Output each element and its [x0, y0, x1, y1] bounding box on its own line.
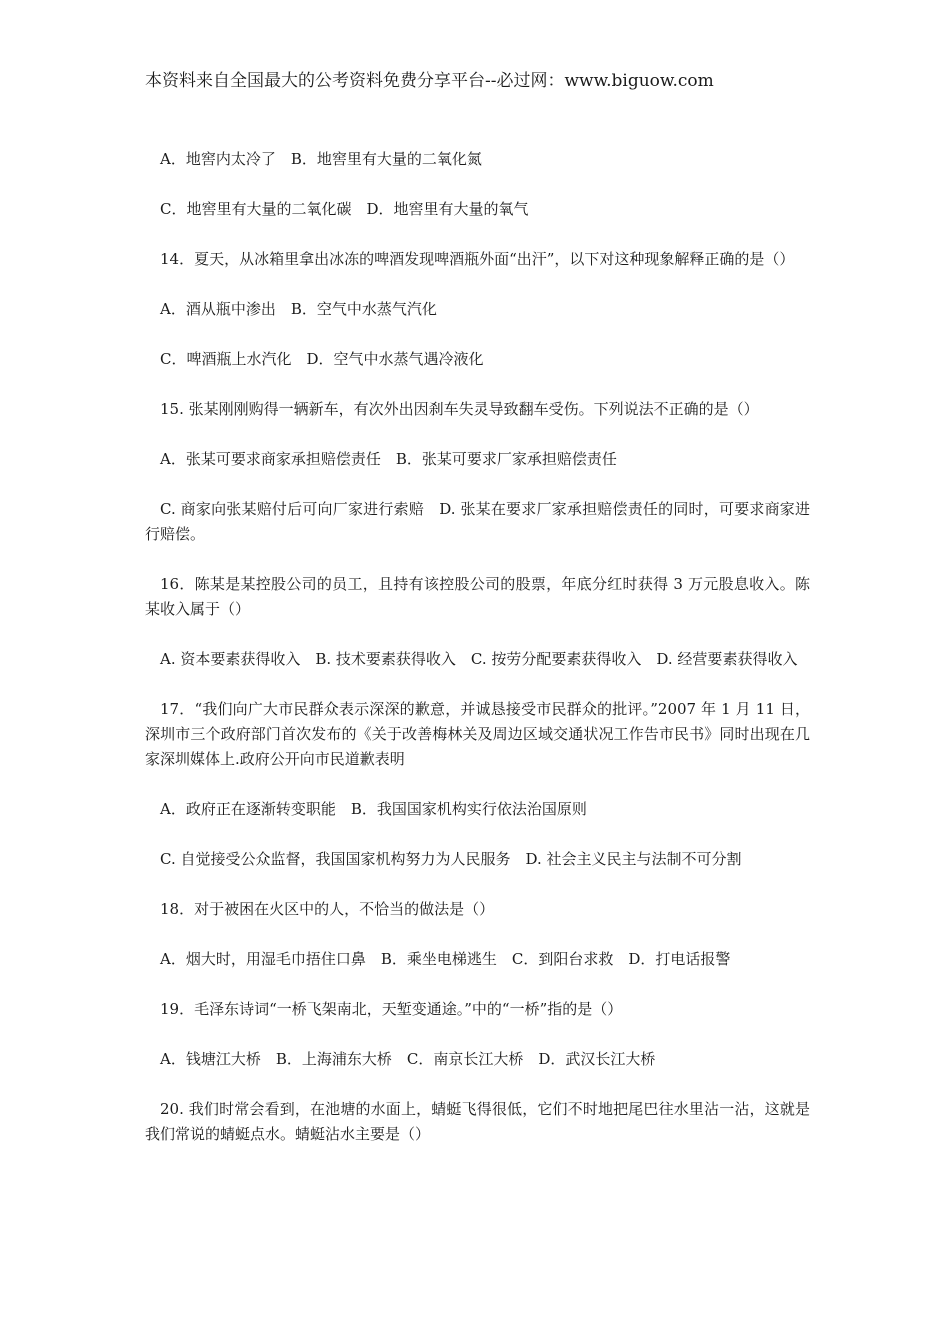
answer-options-q13-line2: C．地窖里有大量的二氧化碳 D．地窖里有大量的氧气: [160, 200, 529, 218]
question-18: 18．对于被困在火区中的人，不恰当的做法是（）: [160, 900, 495, 918]
answer-options-q17-line2: C. 自觉接受公众监督，我国国家机构努力为人民服务 D. 社会主义民主与法制不可分割: [160, 850, 742, 868]
answer-options-q13-line1: A．地窖内太冷了 B．地窖里有大量的二氧化氮: [160, 150, 482, 168]
answer-options-q18: A．烟大时，用湿毛巾捂住口鼻 B．乘坐电梯逃生 C．到阳台求救 D．打电话报警: [160, 950, 731, 968]
answer-options-q16: A. 资本要素获得收入 B. 技术要素获得收入 C. 按劳分配要素获得收入 D. 经营要素获得收入: [160, 650, 798, 668]
question-20: 20. 我们时常会看到，在池塘的水面上，蜻蜓飞得很低，它们不时地把尾巴往水里沾一沾，这就是我们常说的蜻蜓点水。蜻蜓沾水主要是（）: [145, 1100, 810, 1143]
source-header: 本资料来自全国最大的公考资料免费分享平台--必过网：www.biguow.com: [145, 71, 714, 91]
answer-options-q19: A．钱塘江大桥 B．上海浦东大桥 C．南京长江大桥 D．武汉长江大桥: [160, 1050, 656, 1068]
question-content: [145, 147, 810, 1172]
answer-options-q15-line1: A．张某可要求商家承担赔偿责任 B．张某可要求厂家承担赔偿责任: [160, 450, 617, 468]
answer-options-q14-line1: A．酒从瓶中渗出 B．空气中水蒸气汽化: [160, 300, 437, 318]
answer-options-q17-line1: A．政府正在逐渐转变职能 B．我国国家机构实行依法治国原则: [160, 800, 587, 818]
question-15: 15. 张某刚刚购得一辆新车，有次外出因刹车失灵导致翻车受伤。下列说法不正确的是（）: [160, 400, 759, 418]
question-16: 16．陈某是某控股公司的员工，且持有该控股公司的股票，年底分红时获得 3 万元股息收入。陈某收入属于（）: [145, 575, 810, 618]
question-17: 17．“我们向广大市民群众表示深深的歉意，并诚恳接受市民群众的批评。”2007 年 1 月 11 日，深圳市三个政府部门首次发布的《关于改善梅林关及周边区域交通状况工作告市民书》同时出现在几家深圳媒体上.政府公开向市民道歉表明: [145, 700, 810, 768]
question-19: 19．毛泽东诗词“一桥飞架南北，天堑变通途。”中的“一桥”指的是（）: [160, 1000, 623, 1018]
answer-options-q14-line2: C．啤酒瓶上水汽化 D．空气中水蒸气遇冷液化: [160, 350, 484, 368]
answer-options-q15-line2: C. 商家向张某赔付后可向厂家进行索赔 D. 张某在要求厂家承担赔偿责任的同时，可要求商家进行赔偿。: [145, 500, 810, 543]
question-14: 14．夏天，从冰箱里拿出冰冻的啤酒发现啤酒瓶外面“出汗”，以下对这种现象解释正确的是（）: [160, 250, 795, 268]
